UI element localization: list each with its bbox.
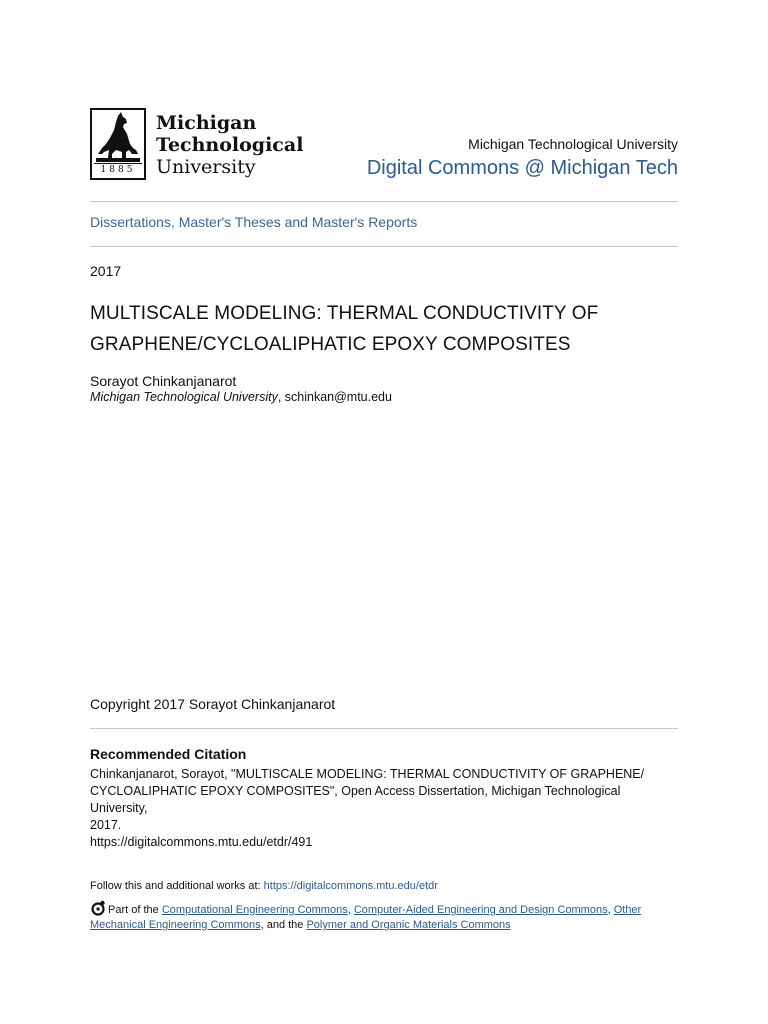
bepress-network-icon [90, 900, 106, 916]
author-email: , schinkan@mtu.edu [277, 390, 392, 404]
separator: , and the [260, 919, 307, 931]
separator: , [347, 904, 354, 916]
part-of-prefix: Part of the [108, 904, 162, 916]
document-title [90, 298, 690, 360]
separator: , [607, 904, 614, 916]
part-of-commons [90, 900, 680, 933]
follow-prefix: Follow this and additional works at: [90, 880, 264, 892]
citation-body [90, 766, 680, 851]
institution-name: Michigan Technological University [468, 136, 678, 152]
citation-line: Chinkanjanarot, Sorayot, "MULTISCALE MODELING: THERMAL CONDUCTIVITY OF GRAPHENE/ [90, 767, 645, 781]
citation-line: 2017. [90, 818, 122, 832]
divider [90, 728, 678, 729]
title-line-1: MULTISCALE MODELING: THERMAL CONDUCTIVITY OF [90, 303, 599, 324]
citation-heading: Recommended Citation [90, 746, 247, 762]
commons-link-computational[interactable]: Computational Engineering Commons [161, 904, 348, 916]
citation-line: CYCLOALIPHATIC EPOXY COMPOSITES", Open Access Dissertation, Michigan Technological University, [90, 784, 621, 815]
logo-line-3: University [156, 156, 256, 178]
commons-link-polymer[interactable]: Polymer and Organic Materials Commons [306, 919, 511, 931]
logo-line-2: Technological [156, 134, 304, 156]
husky-emblem [90, 108, 146, 180]
copyright-notice: Copyright 2017 Sorayot Chinkanjanarot [90, 696, 336, 712]
follow-link[interactable]: https://digitalcommons.mtu.edu/etdr [263, 880, 438, 892]
affiliation-name: Michigan Technological University [90, 390, 278, 404]
author-name: Sorayot Chinkanjanarot [90, 373, 237, 389]
citation-url: https://digitalcommons.mtu.edu/etdr/491 [90, 835, 313, 849]
title-line-2: GRAPHENE/CYCLOALIPHATIC EPOXY COMPOSITES [90, 334, 571, 355]
husky-icon [92, 110, 144, 164]
logo-year: 1885 [94, 163, 142, 176]
university-logo[interactable] [90, 108, 305, 182]
divider [90, 201, 678, 202]
author-affiliation [90, 390, 392, 404]
commons-link-mechanical[interactable]: Other Mechanical Engineering Commons [90, 904, 642, 931]
logo-line-1: Michigan [156, 112, 257, 134]
series-link[interactable]: Dissertations, Master's Theses and Master's Reports [90, 214, 418, 230]
repository-link[interactable]: Digital Commons @ Michigan Tech [366, 157, 678, 179]
follow-notice [90, 880, 438, 892]
commons-link-cad[interactable]: Computer-Aided Engineering and Design Commons [353, 904, 608, 916]
publication-year: 2017 [90, 263, 122, 279]
divider [90, 246, 678, 247]
logo-wordmark [156, 112, 303, 178]
